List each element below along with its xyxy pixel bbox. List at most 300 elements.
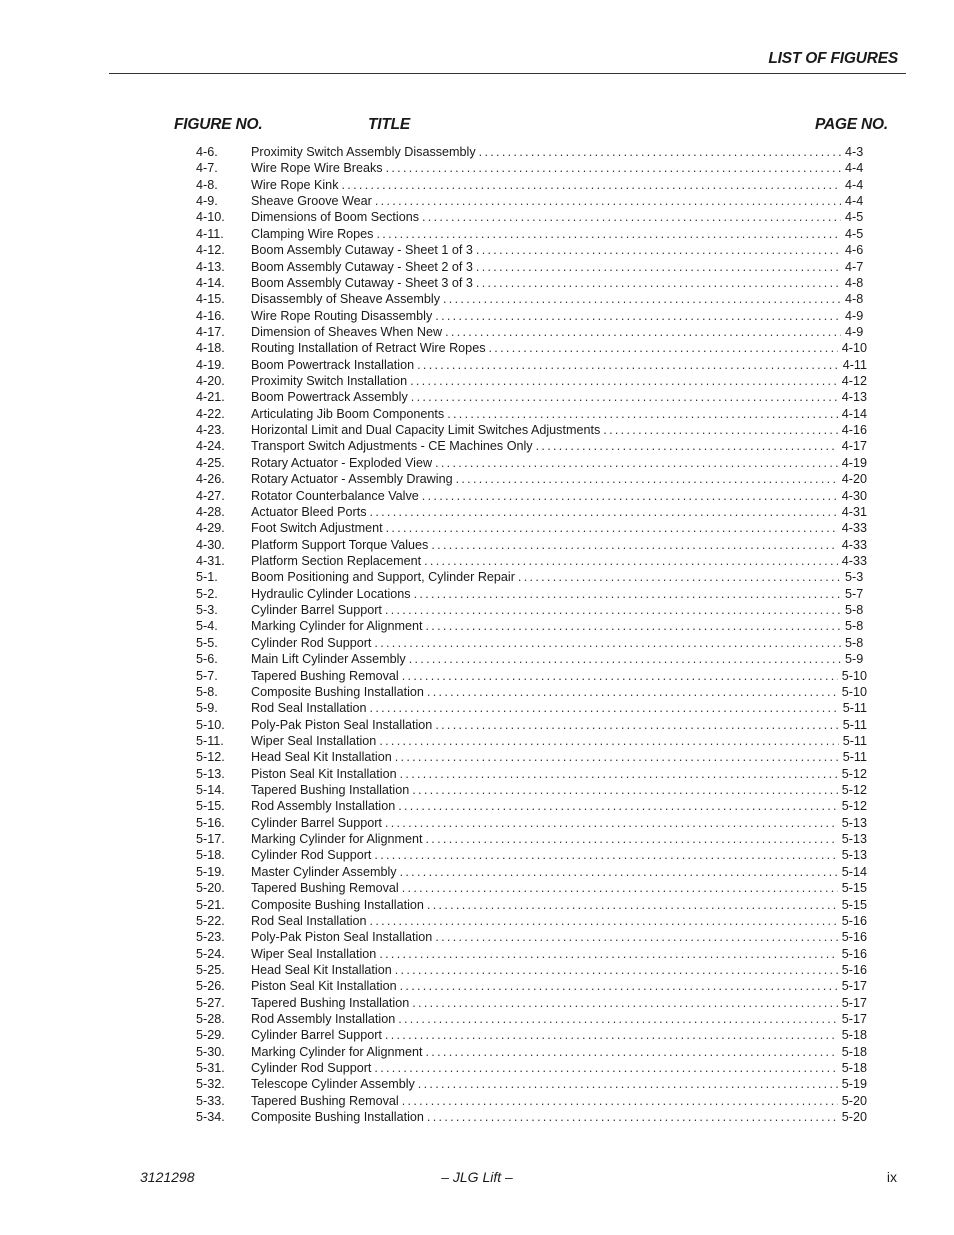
figure-entry[interactable]	[196, 913, 867, 929]
footer-page-number: ix	[886, 1169, 897, 1185]
figure-entry[interactable]	[196, 569, 867, 585]
figure-entry[interactable]	[196, 946, 867, 962]
figure-entry[interactable]	[196, 1011, 867, 1027]
figure-number: 5-27.	[196, 995, 225, 1010]
figure-page: 5-9	[845, 652, 864, 667]
figure-entry[interactable]	[196, 438, 867, 454]
figure-entry-body	[251, 308, 867, 324]
figure-page: 5-13	[841, 832, 867, 847]
figure-entry[interactable]	[196, 1093, 867, 1109]
dot-leader	[385, 602, 841, 618]
figure-entry[interactable]	[196, 880, 867, 896]
dot-leader	[476, 259, 841, 275]
dot-leader	[370, 913, 838, 929]
footer-doc-number: 3121298	[140, 1169, 195, 1185]
figure-page: 4-6	[845, 243, 864, 258]
dot-leader	[411, 389, 838, 405]
figure-entry-body	[251, 929, 867, 945]
figure-page: 5-10	[841, 684, 867, 699]
figure-entry[interactable]	[196, 160, 867, 176]
figure-entry[interactable]	[196, 586, 867, 602]
figure-title: Piston Seal Kit Installation	[251, 766, 397, 781]
figure-entry[interactable]	[196, 1060, 867, 1076]
figure-number: 4-30.	[196, 537, 225, 552]
figure-title: Rod Assembly Installation	[251, 799, 396, 814]
figure-title: Cylinder Barrel Support	[251, 815, 382, 830]
figure-entry[interactable]	[196, 684, 867, 700]
figure-page: 5-18	[841, 1044, 867, 1059]
figure-entry-body	[251, 471, 867, 487]
figure-entry[interactable]	[196, 308, 867, 324]
figure-entry[interactable]	[196, 422, 867, 438]
figure-entry[interactable]	[196, 602, 867, 618]
figure-title: Cylinder Barrel Support	[251, 603, 382, 618]
figure-page: 4-7	[845, 259, 864, 274]
figure-number: 5-11.	[196, 733, 224, 748]
figure-entry-body	[251, 831, 867, 847]
figure-entry[interactable]	[196, 1109, 867, 1125]
figure-entry[interactable]	[196, 226, 867, 242]
figure-title: Composite Bushing Installation	[251, 897, 424, 912]
figure-entry-body	[251, 733, 867, 749]
figure-number: 4-10.	[196, 210, 225, 225]
figure-number: 4-9.	[196, 194, 218, 209]
figure-title: Wire Rope Routing Disassembly	[251, 308, 433, 323]
figure-entry-body	[251, 177, 867, 193]
figure-entry-body	[251, 995, 867, 1011]
figure-page: 5-17	[841, 995, 867, 1010]
figure-entry-body	[251, 488, 867, 504]
figure-page: 4-5	[845, 210, 864, 225]
figure-title: Rotary Actuator - Assembly Drawing	[251, 472, 453, 487]
figure-entry-body	[251, 897, 867, 913]
figure-entry[interactable]	[196, 209, 867, 225]
figure-page: 4-9	[845, 324, 864, 339]
dot-leader	[386, 160, 841, 176]
figure-number: 4-7.	[196, 161, 218, 176]
dot-leader	[417, 357, 839, 373]
figure-entry[interactable]	[196, 897, 867, 913]
figure-entry[interactable]	[196, 766, 867, 782]
figure-number: 4-18.	[196, 341, 225, 356]
dot-leader	[435, 308, 841, 324]
figure-title: Dimensions of Boom Sections	[251, 210, 419, 225]
dot-leader	[385, 1027, 838, 1043]
figure-entry[interactable]	[196, 275, 867, 291]
figure-number: 4-27.	[196, 488, 225, 503]
dot-leader	[402, 1093, 838, 1109]
figure-entry[interactable]	[196, 144, 867, 160]
figure-entry-body	[251, 209, 867, 225]
figure-number: 4-24.	[196, 439, 225, 454]
figure-entry[interactable]	[196, 962, 867, 978]
figure-entry[interactable]	[196, 373, 867, 389]
figure-number: 4-26.	[196, 472, 225, 487]
figure-page: 5-15	[841, 881, 867, 896]
figure-page: 4-33	[841, 521, 867, 536]
dot-leader	[398, 798, 838, 814]
figure-page: 5-20	[841, 1093, 867, 1108]
figure-entry-body	[251, 798, 867, 814]
figure-entry-body	[251, 504, 867, 520]
figure-entry[interactable]	[196, 782, 867, 798]
figure-entry[interactable]	[196, 995, 867, 1011]
figure-title: Tapered Bushing Installation	[251, 995, 410, 1010]
figure-number: 5-3.	[196, 603, 218, 618]
figure-entry[interactable]	[196, 291, 867, 307]
figure-number: 4-13.	[196, 259, 225, 274]
dot-leader	[422, 488, 838, 504]
figure-page: 4-20	[841, 472, 867, 487]
figure-entry[interactable]	[196, 847, 867, 863]
figure-entry[interactable]	[196, 357, 867, 373]
figure-number: 5-16.	[196, 815, 225, 830]
figure-page: 4-9	[845, 308, 864, 323]
figure-page: 5-3	[845, 570, 864, 585]
figure-page: 5-18	[841, 1028, 867, 1043]
figure-page: 4-4	[845, 194, 864, 209]
figure-title: Poly-Pak Piston Seal Installation	[251, 717, 433, 732]
figure-entry[interactable]	[196, 504, 867, 520]
figure-number: 4-23.	[196, 423, 225, 438]
dot-leader	[400, 864, 838, 880]
dot-leader	[518, 569, 841, 585]
figure-title: Rod Seal Installation	[251, 701, 367, 716]
figure-title: Composite Bushing Installation	[251, 684, 424, 699]
figure-entry-body	[251, 193, 867, 209]
figure-title: Telescope Cylinder Assembly	[251, 1077, 415, 1092]
footer-brand: – JLG Lift –	[441, 1169, 513, 1185]
figure-number: 5-13.	[196, 766, 225, 781]
dot-leader	[426, 1044, 838, 1060]
figure-page: 4-5	[845, 226, 864, 241]
dot-leader	[456, 471, 838, 487]
figure-number: 4-19.	[196, 357, 225, 372]
figure-page: 5-8	[845, 635, 864, 650]
figure-title: Composite Bushing Installation	[251, 1110, 424, 1125]
figure-page: 5-17	[841, 979, 867, 994]
figure-title: Platform Section Replacement	[251, 553, 422, 568]
figure-entry-body	[251, 1011, 867, 1027]
figure-page: 5-13	[841, 815, 867, 830]
figure-entry[interactable]	[196, 618, 867, 634]
figure-entry[interactable]	[196, 929, 867, 945]
figure-entry[interactable]	[196, 831, 867, 847]
figure-number: 5-31.	[196, 1061, 225, 1076]
column-header-figure-no: FIGURE NO.	[174, 116, 263, 133]
figure-entry[interactable]	[196, 455, 867, 471]
figure-entry-body	[251, 602, 867, 618]
figure-number: 5-32.	[196, 1077, 225, 1092]
figure-entry-body	[251, 668, 867, 684]
dot-leader	[402, 668, 838, 684]
dot-leader	[410, 373, 838, 389]
figure-entry[interactable]	[196, 193, 867, 209]
figure-title: Boom Assembly Cutaway - Sheet 1 of 3	[251, 243, 473, 258]
dot-leader	[435, 455, 838, 471]
figure-page: 5-13	[841, 848, 867, 863]
figure-entry[interactable]	[196, 537, 867, 553]
figure-title: Boom Powertrack Assembly	[251, 390, 408, 405]
figure-page: 4-10	[841, 341, 867, 356]
figure-entry-body	[251, 406, 867, 422]
figure-entry[interactable]	[196, 520, 867, 536]
figure-entry[interactable]	[196, 488, 867, 504]
figure-page: 5-12	[841, 799, 867, 814]
figure-number: 5-15.	[196, 799, 225, 814]
dot-leader	[385, 815, 838, 831]
figure-page: 5-10	[841, 668, 867, 683]
figure-page: 4-19	[841, 455, 867, 470]
figure-page: 5-12	[841, 783, 867, 798]
figure-title: Foot Switch Adjustment	[251, 521, 383, 536]
figure-entry-body	[251, 275, 867, 291]
figure-page: 5-18	[841, 1061, 867, 1076]
dot-leader	[418, 1076, 838, 1092]
figure-title: Tapered Bushing Removal	[251, 881, 399, 896]
figure-entry[interactable]	[196, 749, 867, 765]
figure-page: 5-11	[842, 733, 867, 748]
dot-leader	[375, 193, 841, 209]
figure-title: Disassembly of Sheave Assembly	[251, 292, 440, 307]
figure-entry-body	[251, 880, 867, 896]
dot-leader	[435, 717, 838, 733]
dot-leader	[412, 995, 838, 1011]
figure-entry-body	[251, 946, 867, 962]
figure-page: 5-12	[841, 766, 867, 781]
figure-entry[interactable]	[196, 798, 867, 814]
figure-entry[interactable]	[196, 733, 867, 749]
figure-entry-body	[251, 913, 867, 929]
figure-number: 5-7.	[196, 668, 218, 683]
figure-number: 5-26.	[196, 979, 225, 994]
figure-entry-body	[251, 586, 867, 602]
figure-page: 5-8	[845, 603, 864, 618]
figure-number: 5-30.	[196, 1044, 225, 1059]
figure-number: 5-17.	[196, 832, 225, 847]
figure-entry[interactable]	[196, 324, 867, 340]
figure-entry-body	[251, 324, 867, 340]
figure-number: 5-14.	[196, 783, 225, 798]
figure-entry-body	[251, 438, 867, 454]
figure-title: Hydraulic Cylinder Locations	[251, 586, 411, 601]
figure-page: 5-14	[841, 864, 867, 879]
figure-title: Poly-Pak Piston Seal Installation	[251, 930, 433, 945]
column-header-page-no: PAGE NO.	[814, 116, 888, 133]
figure-entry[interactable]	[196, 1044, 867, 1060]
figure-entry[interactable]	[196, 651, 867, 667]
figure-title: Main Lift Cylinder Assembly	[251, 652, 406, 667]
figure-entry-body	[251, 864, 867, 880]
figure-page: 4-3	[845, 145, 864, 159]
figure-page: 5-11	[842, 750, 867, 765]
figure-entry[interactable]	[196, 717, 867, 733]
figure-entry-body	[251, 749, 867, 765]
figure-title: Proximity Switch Installation	[251, 374, 408, 389]
figure-entry-body	[251, 340, 867, 356]
figure-entry-body	[251, 651, 867, 667]
figure-title: Boom Powertrack Installation	[251, 357, 415, 372]
figure-title: Boom Assembly Cutaway - Sheet 3 of 3	[251, 275, 473, 290]
figure-entry-body	[251, 618, 867, 634]
figure-entry-body	[251, 766, 867, 782]
figure-number: 5-34.	[196, 1110, 225, 1125]
figure-title: Sheave Groove Wear	[251, 194, 372, 209]
figure-number: 4-14.	[196, 275, 225, 290]
figure-entry[interactable]	[196, 389, 867, 405]
figure-title: Head Seal Kit Installation	[251, 750, 392, 765]
figure-number: 5-20.	[196, 881, 225, 896]
figure-entry-body	[251, 1093, 867, 1109]
figure-title: Rotator Counterbalance Valve	[251, 488, 419, 503]
figure-entry-body	[251, 144, 867, 160]
dot-leader	[395, 962, 838, 978]
dot-leader	[374, 1060, 837, 1076]
figure-page: 4-16	[841, 423, 867, 438]
figure-number: 5-12.	[196, 750, 225, 765]
figure-entry-body	[251, 553, 867, 569]
figure-entry-body	[251, 357, 867, 373]
figure-number: 5-2.	[196, 586, 218, 601]
figure-entry-body	[251, 242, 867, 258]
figure-number: 5-10.	[196, 717, 225, 732]
dot-leader	[374, 847, 837, 863]
figure-entry[interactable]	[196, 700, 867, 716]
figure-number: 5-9.	[196, 701, 218, 716]
figure-title: Tapered Bushing Installation	[251, 783, 410, 798]
figure-entry-body	[251, 422, 867, 438]
dot-leader	[379, 946, 837, 962]
header-rule	[109, 73, 906, 74]
figure-title: Marking Cylinder for Alignment	[251, 619, 423, 634]
figure-entry-body	[251, 259, 867, 275]
figure-title: Tapered Bushing Removal	[251, 668, 399, 683]
figure-page: 4-12	[841, 374, 867, 389]
figure-title: Rotary Actuator - Exploded View	[251, 455, 433, 470]
dot-leader	[445, 324, 841, 340]
figure-entry[interactable]	[196, 978, 867, 994]
figure-page: 4-8	[845, 275, 864, 290]
dot-leader	[536, 438, 838, 454]
figure-entry-body	[251, 226, 867, 242]
figure-number: 5-18.	[196, 848, 225, 863]
figure-entry[interactable]	[196, 864, 867, 880]
dot-leader	[402, 880, 838, 896]
figure-entry[interactable]	[196, 259, 867, 275]
figure-entry-body	[251, 815, 867, 831]
figure-title: Proximity Switch Assembly Disassembly	[251, 145, 476, 159]
figure-title: Cylinder Rod Support	[251, 1061, 372, 1076]
figure-entry[interactable]	[196, 1076, 867, 1092]
figure-page: 5-20	[841, 1110, 867, 1125]
figure-page: 4-31	[841, 504, 867, 519]
figure-entry-body	[251, 700, 867, 716]
dot-leader	[489, 340, 838, 356]
figure-entry-body	[251, 569, 867, 585]
figure-entry-body	[251, 684, 867, 700]
figure-title: Master Cylinder Assembly	[251, 864, 397, 879]
figure-entry[interactable]	[196, 242, 867, 258]
figure-number: 5-19.	[196, 864, 225, 879]
dot-leader	[386, 520, 838, 536]
figure-entry[interactable]	[196, 1027, 867, 1043]
figure-page: 4-17	[841, 439, 867, 454]
figure-entry[interactable]	[196, 815, 867, 831]
figure-number: 4-20.	[196, 374, 225, 389]
figure-page: 5-11	[842, 701, 867, 716]
figure-entry[interactable]	[196, 340, 867, 356]
dot-leader	[398, 1011, 838, 1027]
figure-page: 5-16	[841, 962, 867, 977]
figure-page: 5-11	[842, 717, 867, 732]
dot-leader	[414, 586, 841, 602]
column-header-title: TITLE	[368, 116, 411, 133]
dot-leader	[427, 684, 838, 700]
section-title: LIST OF FIGURES	[768, 50, 898, 67]
dot-leader	[400, 766, 838, 782]
figure-number: 4-15.	[196, 292, 225, 307]
dot-leader	[426, 618, 842, 634]
dot-leader	[476, 275, 841, 291]
figure-number: 5-8.	[196, 684, 218, 699]
dot-leader	[370, 504, 838, 520]
figure-page: 4-33	[841, 553, 867, 568]
figure-entry[interactable]	[196, 668, 867, 684]
figure-entry-body	[251, 782, 867, 798]
dot-leader	[447, 406, 838, 422]
figure-title: Cylinder Rod Support	[251, 635, 372, 650]
figure-entry-body	[251, 373, 867, 389]
figure-page: 4-8	[845, 292, 864, 307]
figure-title: Rod Seal Installation	[251, 913, 367, 928]
figure-entry-body	[251, 1076, 867, 1092]
figure-entry[interactable]	[196, 471, 867, 487]
figure-entry[interactable]	[196, 635, 867, 651]
dot-leader	[476, 242, 841, 258]
dot-leader	[395, 749, 839, 765]
figure-entry[interactable]	[196, 553, 867, 569]
figure-entry-body	[251, 537, 867, 553]
figure-number: 5-5.	[196, 635, 218, 650]
figure-title: Piston Seal Kit Installation	[251, 979, 397, 994]
figure-number: 4-11.	[196, 226, 224, 241]
figure-entry-body	[251, 978, 867, 994]
figure-page: 5-16	[841, 913, 867, 928]
figure-number: 5-22.	[196, 913, 225, 928]
figure-title: Marking Cylinder for Alignment	[251, 1044, 423, 1059]
dot-leader	[435, 929, 837, 945]
figure-entry-body	[251, 455, 867, 471]
dot-leader	[427, 897, 838, 913]
figure-entry-body	[251, 160, 867, 176]
dot-leader	[426, 831, 838, 847]
dot-leader	[443, 291, 841, 307]
dot-leader	[342, 177, 842, 193]
figure-entry-body	[251, 847, 867, 863]
figure-list	[196, 144, 867, 1126]
figure-number: 5-4.	[196, 619, 218, 634]
dot-leader	[424, 553, 838, 569]
figure-number: 4-8.	[196, 177, 218, 192]
figure-title: Cylinder Barrel Support	[251, 1028, 382, 1043]
figure-entry[interactable]	[196, 177, 867, 193]
figure-title: Wiper Seal Installation	[251, 733, 377, 748]
dot-leader	[603, 422, 838, 438]
figure-entry[interactable]	[196, 406, 867, 422]
figure-number: 5-25.	[196, 962, 225, 977]
figure-page: 4-14	[841, 406, 867, 421]
dot-leader	[479, 144, 841, 160]
